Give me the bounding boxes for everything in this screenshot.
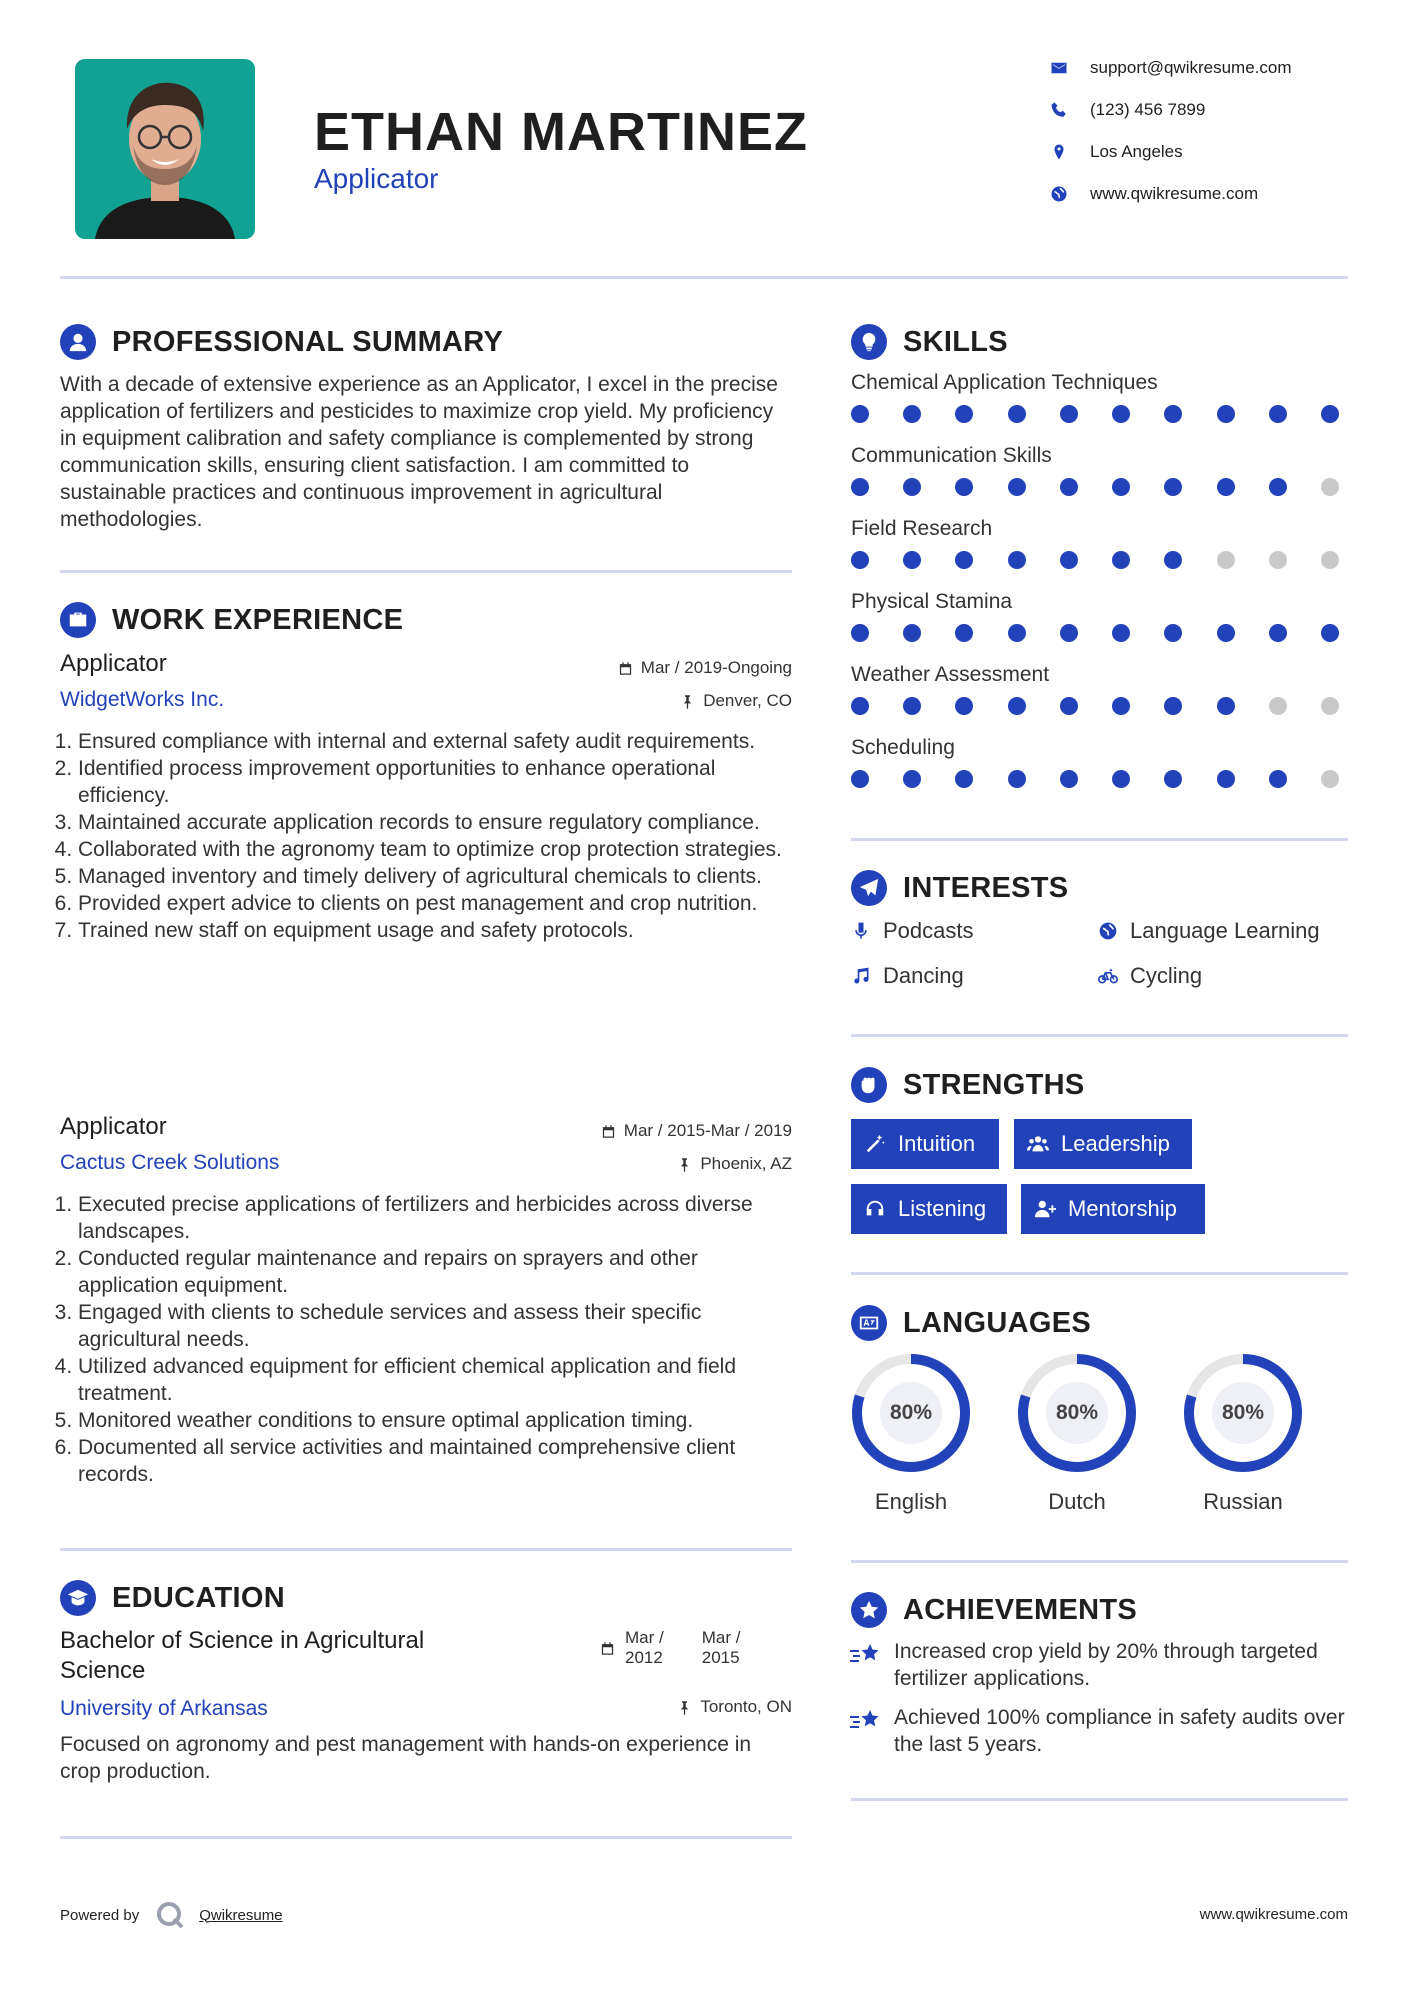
interest-label: Dancing [883, 963, 964, 988]
job-title: Applicator [60, 1113, 167, 1140]
rating-dot-filled [955, 770, 973, 788]
rating-dot-filled [955, 478, 973, 496]
contact-location [1050, 142, 1183, 162]
rating-dot-empty [1269, 697, 1287, 715]
microphone-icon [851, 921, 871, 941]
skill-name: Field Research [851, 517, 993, 540]
rating-dot-filled [903, 770, 921, 788]
phone-icon [1050, 101, 1068, 119]
rating-dot-empty [1321, 478, 1339, 496]
rating-dot-filled [851, 405, 869, 423]
interest-item [851, 963, 964, 989]
rating-dot-filled [1060, 770, 1078, 788]
achievement-text: Achieved 100% compliance in safety audits over the last 5 years. [894, 1706, 1345, 1756]
education-title: EDUCATION [112, 1581, 285, 1614]
rating-dot-filled [851, 770, 869, 788]
skills-divider [851, 838, 1348, 841]
job-responsibilities [60, 1191, 795, 1488]
interests-divider [851, 1034, 1348, 1037]
job-location-text: Phoenix, AZ [700, 1154, 792, 1173]
rating-dot-filled [851, 624, 869, 642]
job-location [500, 1154, 792, 1174]
education-location [500, 1697, 792, 1717]
rating-dot-filled [1112, 478, 1130, 496]
skill-rating [851, 624, 1339, 642]
job-date [500, 1121, 792, 1141]
contact-phone-text: (123) 456 7899 [1090, 100, 1206, 119]
list-item: 3. Engaged with clients to schedule services and assess their specific agricultural needs. [78, 1299, 795, 1353]
rating-dot-filled [1060, 405, 1078, 423]
achievement-text: Increased crop yield by 20% through targeted fertilizer applications. [894, 1640, 1318, 1690]
briefcase-icon [60, 602, 96, 638]
rating-dot-filled [1164, 405, 1182, 423]
rating-dot-filled [903, 697, 921, 715]
rating-dot-filled [1269, 624, 1287, 642]
languages-title: LANGUAGES [903, 1306, 1091, 1339]
interests-heading [851, 870, 1068, 906]
education-location-text: Toronto, ON [700, 1697, 792, 1716]
rating-dot-filled [1112, 697, 1130, 715]
summary-divider [60, 570, 792, 573]
rating-dot-filled [955, 624, 973, 642]
language-percent: 80% [1046, 1382, 1108, 1444]
skill-name: Communication Skills [851, 444, 1052, 467]
interest-item [1098, 963, 1202, 989]
rating-dot-filled [1164, 624, 1182, 642]
music-note-icon [851, 966, 871, 986]
language-percent: 80% [880, 1382, 942, 1444]
interest-label: Language Learning [1130, 918, 1320, 943]
rating-dot-filled [1112, 551, 1130, 569]
languages-heading [851, 1305, 1091, 1341]
rating-dot-filled [1164, 478, 1182, 496]
candidate-name: ETHAN MARTINEZ [314, 102, 808, 162]
skill-row [851, 663, 1339, 715]
contact-email[interactable] [1050, 58, 1292, 78]
profile-photo [75, 59, 255, 239]
skill-row [851, 371, 1339, 423]
skill-name: Physical Stamina [851, 590, 1013, 613]
map-pin-icon [1050, 143, 1068, 161]
strength-tag [851, 1184, 1007, 1234]
rating-dot-filled [1269, 478, 1287, 496]
rating-dot-filled [1164, 697, 1182, 715]
work-title: WORK EXPERIENCE [112, 603, 404, 636]
envelope-icon [1050, 59, 1068, 77]
rating-dot-empty [1321, 697, 1339, 715]
skill-rating [851, 770, 1339, 788]
rating-dot-filled [1112, 770, 1130, 788]
globe-icon [1098, 921, 1118, 941]
language-name: Dutch [1048, 1489, 1106, 1514]
rating-dot-empty [1321, 551, 1339, 569]
list-item: 7. Trained new staff on equipment usage and safety protocols. [78, 917, 795, 944]
language-name: Russian [1203, 1489, 1283, 1514]
end-year: 2015 [701, 1648, 740, 1667]
contact-website-text: www.qwikresume.com [1090, 184, 1259, 203]
skill-row [851, 444, 1339, 496]
achievement-item [850, 1704, 1350, 1758]
skill-row [851, 590, 1339, 642]
rating-dot-empty [1269, 551, 1287, 569]
language-icon [851, 1305, 887, 1341]
language-item [1181, 1351, 1305, 1515]
list-item: 3. Maintained accurate application records to ensure regulatory compliance. [78, 809, 795, 836]
rating-dot-filled [903, 551, 921, 569]
rating-dot-filled [1217, 770, 1235, 788]
education-heading [60, 1580, 285, 1616]
rating-dot-filled [1164, 770, 1182, 788]
rating-dot-empty [1321, 770, 1339, 788]
job-company: WidgetWorks Inc. [60, 688, 225, 711]
lightbulb-icon [851, 324, 887, 360]
list-item: 2. Identified process improvement opportunities to enhance operational efficiency. [78, 755, 795, 809]
languages-divider [851, 1560, 1348, 1563]
users-icon [1027, 1133, 1049, 1155]
strength-tag [851, 1119, 999, 1169]
education-start [625, 1628, 664, 1668]
list-item: 1. Ensured compliance with internal and external safety audit requirements. [78, 728, 795, 755]
strength-label: Intuition [898, 1131, 976, 1156]
job-title: Applicator [60, 650, 167, 677]
list-item: 6. Provided expert advice to clients on pest management and crop nutrition. [78, 890, 795, 917]
rating-dot-filled [1269, 405, 1287, 423]
fist-icon [851, 1067, 887, 1103]
bicycle-icon [1098, 966, 1118, 986]
contact-email-text: support@qwikresume.com [1090, 58, 1292, 77]
list-item: 5. Managed inventory and timely delivery of agricultural chemicals to clients. [78, 863, 795, 890]
rating-dot-filled [1164, 551, 1182, 569]
contact-phone[interactable] [1050, 100, 1205, 120]
rating-dot-empty [1217, 551, 1235, 569]
contact-website[interactable] [1050, 184, 1258, 204]
language-progress-ring [1015, 1351, 1139, 1475]
skill-rating [851, 478, 1339, 496]
paper-plane-icon [851, 870, 887, 906]
globe-icon [1050, 185, 1068, 203]
list-item: 4. Collaborated with the agronomy team to optimize crop protection strategies. [78, 836, 795, 863]
rating-dot-filled [1008, 697, 1026, 715]
rating-dot-filled [1008, 405, 1026, 423]
list-item: 6. Documented all service activities and maintained comprehensive client records. [78, 1434, 795, 1488]
job-date-text: Mar / 2019-Ongoing [640, 658, 792, 677]
rating-dot-filled [955, 405, 973, 423]
skill-rating [851, 551, 1339, 569]
rating-dot-filled [1321, 624, 1339, 642]
rating-dot-filled [851, 478, 869, 496]
strengths-heading [851, 1067, 1085, 1103]
interest-item [851, 918, 974, 944]
skill-name: Scheduling [851, 736, 955, 759]
rating-dot-filled [1269, 770, 1287, 788]
strength-label: Mentorship [1068, 1196, 1177, 1221]
rating-dot-filled [1217, 405, 1235, 423]
rating-dot-filled [1008, 478, 1026, 496]
achievements-heading [851, 1592, 1137, 1628]
rating-dot-filled [1217, 697, 1235, 715]
rating-dot-filled [851, 551, 869, 569]
end-month: Mar / [701, 1628, 741, 1647]
education-end [702, 1628, 741, 1668]
shooting-star-icon [850, 1640, 882, 1668]
interest-item [1098, 918, 1320, 944]
rating-dot-filled [1060, 478, 1078, 496]
strengths-divider [851, 1272, 1348, 1275]
powered-by-text: Powered by [60, 1906, 140, 1924]
rating-dot-filled [955, 551, 973, 569]
education-degree: Bachelor of Science in Agricultural Science [60, 1627, 425, 1684]
skill-row [851, 517, 1339, 569]
job-date [500, 658, 792, 678]
headphones-icon [864, 1198, 886, 1220]
list-item: 2. Conducted regular maintenance and repairs on sprayers and other application equipment. [78, 1245, 795, 1299]
achievements-divider [851, 1798, 1348, 1801]
shooting-star-icon [850, 1706, 882, 1734]
list-item: 1. Executed precise applications of fertilizers and herbicides across diverse landscapes. [78, 1191, 795, 1245]
achievement-item [850, 1638, 1350, 1692]
start-year: 2012 [625, 1648, 663, 1667]
rating-dot-filled [851, 697, 869, 715]
job-date-text: Mar / 2015-Mar / 2019 [623, 1121, 792, 1140]
pin-icon [677, 1700, 692, 1715]
rating-dot-filled [1321, 405, 1339, 423]
job-responsibilities [60, 728, 795, 944]
start-month: Mar / [625, 1628, 664, 1647]
calendar-icon [600, 1641, 615, 1656]
rating-dot-filled [1060, 551, 1078, 569]
education-dates [600, 1628, 740, 1668]
summary-text: With a decade of extensive experience as an Applicator, I excel in the precise application of fertilizers and pesticides to maximize crop yield. My proficiency in equipment calibration and safety compliance is complemented by strong communication skills, ensuring client satisfaction. I am committed to sustainable practices and continuous improvement in agricultural methodologies. [60, 373, 778, 531]
skills-heading [851, 324, 1008, 360]
rating-dot-filled [1008, 624, 1026, 642]
magic-wand-icon [864, 1133, 886, 1155]
summary-title: PROFESSIONAL SUMMARY [112, 325, 504, 358]
skill-name: Chemical Application Techniques [851, 371, 1158, 394]
rating-dot-filled [955, 697, 973, 715]
language-progress-ring [1181, 1351, 1305, 1475]
footer-url[interactable]: www.qwikresume.com [1199, 1906, 1348, 1923]
language-progress-ring [849, 1351, 973, 1475]
rating-dot-filled [903, 478, 921, 496]
pin-icon [680, 694, 695, 709]
job-company: Cactus Creek Solutions [60, 1151, 280, 1174]
education-school: University of Arkansas [60, 1697, 268, 1720]
achievements-title: ACHIEVEMENTS [903, 1593, 1138, 1626]
calendar-icon [601, 1124, 616, 1139]
qwikresume-logo-icon [155, 1900, 185, 1930]
rating-dot-filled [1217, 624, 1235, 642]
skill-rating [851, 697, 1339, 715]
language-name: English [874, 1489, 948, 1514]
rating-dot-filled [903, 624, 921, 642]
star-badge-icon [851, 1592, 887, 1628]
footer-powered [60, 1900, 283, 1930]
education-description: Focused on agronomy and pest management with hands-on experience in crop production. [60, 1733, 752, 1783]
rating-dot-filled [1008, 551, 1026, 569]
skill-name: Weather Assessment [851, 663, 1050, 686]
qwikresume-link[interactable]: Qwikresume [199, 1906, 283, 1924]
strength-label: Leadership [1061, 1131, 1170, 1156]
rating-dot-filled [1060, 697, 1078, 715]
calendar-icon [618, 661, 633, 676]
rating-dot-filled [903, 405, 921, 423]
interests-title: INTERESTS [903, 871, 1069, 904]
skills-title: SKILLS [903, 325, 1008, 358]
list-item: 5. Monitored weather conditions to ensure optimal application timing. [78, 1407, 795, 1434]
interest-label: Cycling [1130, 963, 1203, 988]
language-item [849, 1351, 973, 1515]
education-divider [60, 1836, 792, 1839]
graduation-icon [60, 1580, 96, 1616]
summary-heading [60, 324, 503, 360]
language-item [1015, 1351, 1139, 1515]
rating-dot-filled [1217, 478, 1235, 496]
job-location [500, 691, 792, 711]
work-divider [60, 1548, 792, 1551]
skill-rating [851, 405, 1339, 423]
pin-icon [677, 1157, 692, 1172]
job-location-text: Denver, CO [703, 691, 792, 710]
skill-row [851, 736, 1339, 788]
strength-tag [1014, 1119, 1192, 1169]
interest-label: Podcasts [883, 918, 974, 943]
language-percent: 80% [1212, 1382, 1274, 1444]
candidate-role: Applicator [314, 163, 439, 194]
user-plus-icon [1034, 1198, 1056, 1220]
rating-dot-filled [1112, 624, 1130, 642]
rating-dot-filled [1060, 624, 1078, 642]
user-icon [60, 324, 96, 360]
strengths-title: STRENGTHS [903, 1068, 1085, 1101]
strength-label: Listening [898, 1196, 987, 1221]
contact-location-text: Los Angeles [1090, 142, 1183, 161]
rating-dot-filled [1008, 770, 1026, 788]
strength-tag [1021, 1184, 1205, 1234]
list-item: 4. Utilized advanced equipment for efficient chemical application and field treatment. [78, 1353, 795, 1407]
header-divider [60, 276, 1348, 279]
rating-dot-filled [1112, 405, 1130, 423]
work-heading [60, 602, 403, 638]
